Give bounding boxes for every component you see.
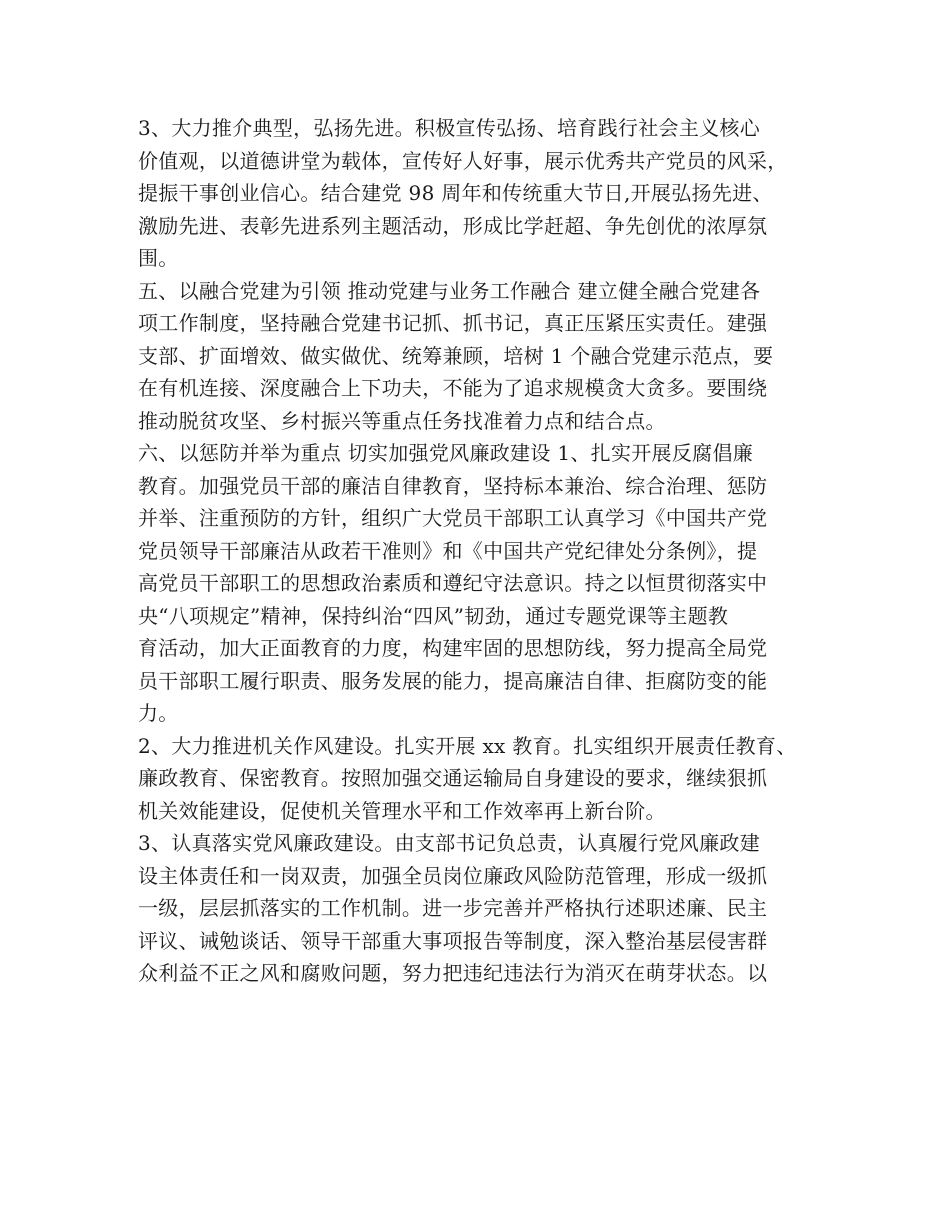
text-line: 高党员干部职工的思想政治素质和遵纪守法意识。持之以恒贯彻落实中 [138,571,768,595]
text-line: 价值观，以道德讲堂为载体，宣传好人好事，展示优秀共产党员的风采， [138,148,788,173]
text-line: 2、大力推进机关作风建设。扎实开展 xx 教育。扎实组织开展责任教育、 [138,733,797,758]
text-line: 廉政教育、保密教育。按照加强交通运输局自身建设的要求，继续狠抓 [138,766,768,790]
text-line: 央“八项规定”精神，保持纠治“四风”韧劲，通过专题党课等主题教 [138,603,729,628]
text-line: 评议、诫勉谈话、领导干部重大事项报告等制度，深入整治基层侵害群 [138,928,768,953]
text-line: 提振干事创业信心。结合建党 98 周年和传统重大节日,开展弘扬先进、 [138,181,773,205]
text-line: 并举、注重预防的方针，组织广大党员干部职工认真学习《中国共产党 [138,506,768,530]
text-line: 推动脱贫攻坚、乡村振兴等重点任务找准着力点和结合点。 [138,408,666,433]
text-line: 力。 [138,701,179,725]
text-line: 育活动，加大正面教育的力度，构建牢固的思想防线，努力提高全局党 [138,636,768,660]
text-line: 支部、扩面增效、做实做优、统筹兼顾，培树 1 个融合党建示范点，要 [138,343,774,368]
text-line: 机关效能建设，促使机关管理水平和工作效率再上新台阶。 [138,798,666,823]
text-line: 3、认真落实党风廉政建设。由支部书记负总责，认真履行党风廉政建 [138,831,761,855]
text-line: 激励先进、表彰先进系列主题活动，形成比学赶超、争先创优的浓厚氛 [138,213,768,238]
text-line: 党员领导干部廉洁从政若干准则》和《中国共产党纪律处分条例》，提 [138,538,758,563]
section-heading-line: 六、以惩防并举为重点 切实加强党风廉政建设 1、扎实开展反腐倡廉 [138,441,754,465]
text-line: 3、大力推介典型，弘扬先进。积极宣传弘扬、培育践行社会主义核心 [138,116,761,140]
document-page [138,112,818,990]
section-heading-line: 五、以融合党建为引领 推动党建与业务工作融合 建立健全融合党建各 [138,278,761,303]
text-line: 员干部职工履行职责、服务发展的能力，提高廉洁自律、拒腐防变的能 [138,668,768,693]
text-line: 在有机连接、深度融合上下功夫，不能为了追求规模贪大贪多。要围绕 [138,376,768,400]
text-line: 围。 [138,246,179,270]
text-line: 项工作制度，坚持融合党建书记抓、抓书记，真正压紧压实责任。建强 [138,311,768,335]
text-line: 教育。加强党员干部的廉洁自律教育，坚持标本兼治、综合治理、惩防 [138,473,768,498]
text-line: 一级，层层抓落实的工作机制。进一步完善并严格执行述职述廉、民主 [138,896,768,920]
text-line: 众利益不正之风和腐败问题，努力把违纪违法行为消灭在萌芽状态。以 [138,961,768,985]
text-line: 设主体责任和一岗双责，加强全员岗位廉政风险防范管理，形成一级抓 [138,863,768,888]
